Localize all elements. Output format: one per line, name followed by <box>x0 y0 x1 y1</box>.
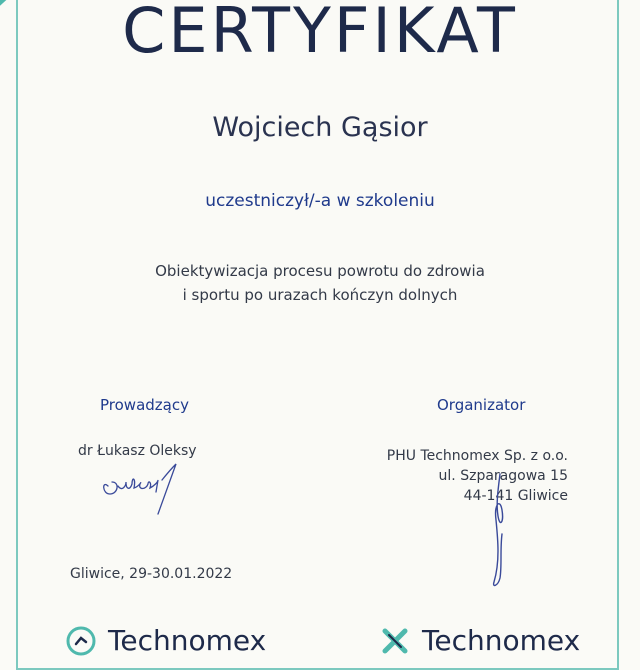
participation-text: uczestniczył/-a w szkoleniu <box>205 191 435 211</box>
organizer-street: ul. Szparagowa 15 <box>438 468 568 484</box>
recipient-name: Wojciech Gąsior <box>212 112 428 143</box>
certificate-title: CERTYFIKAT <box>122 0 518 67</box>
instructor-signature <box>96 456 206 516</box>
logo-right-text: Technomex <box>422 624 581 657</box>
course-title <box>0 259 640 307</box>
organizer-heading: Organizator <box>437 396 526 414</box>
technomex-cross-icon <box>380 626 410 656</box>
logo-left-text: Technomex <box>108 624 267 657</box>
organizer-signature <box>470 470 530 590</box>
instructor-name: dr Łukasz Oleksy <box>78 443 197 459</box>
organizer-city: 44-141 Gliwice <box>463 488 568 504</box>
technomex-logo-left <box>66 622 266 659</box>
course-title-line-2: i sportu po urazach kończyn dolnych <box>182 286 458 304</box>
technomex-logo-right <box>380 622 580 659</box>
technomex-runner-icon <box>66 626 96 656</box>
instructor-heading: Prowadzący <box>100 396 189 414</box>
place-and-date: Gliwice, 29-30.01.2022 <box>70 566 233 582</box>
organizer-company: PHU Technomex Sp. z o.o. <box>386 448 568 464</box>
course-title-line-1: Obiektywizacja procesu powrotu do zdrowia <box>155 262 485 280</box>
